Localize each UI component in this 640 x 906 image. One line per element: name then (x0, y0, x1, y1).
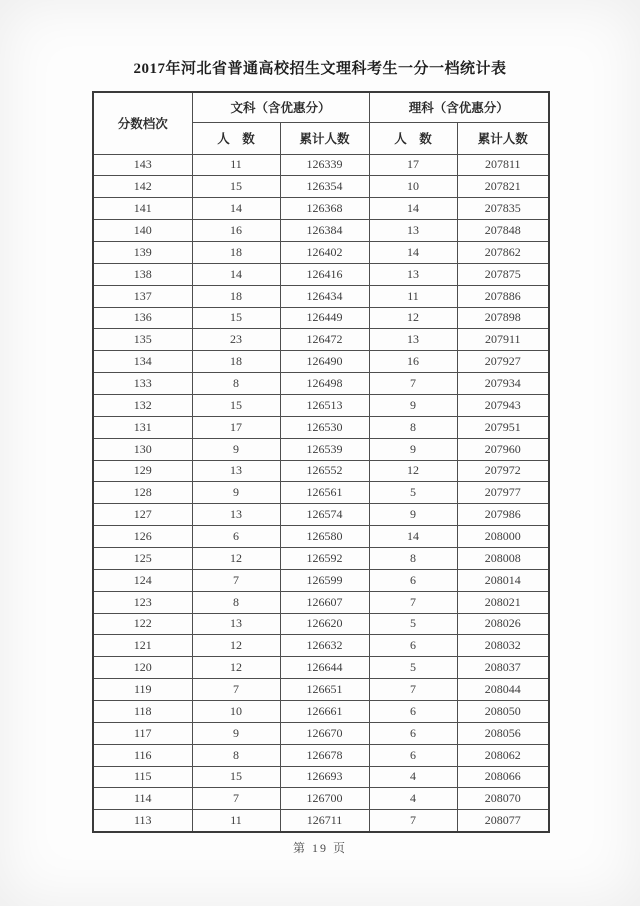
score-level-cell: 141 (93, 198, 192, 220)
science-count-cell: 14 (369, 241, 457, 263)
liberal-arts-cumulative-cell: 126368 (280, 198, 369, 220)
science-count-cell: 6 (369, 569, 457, 591)
science-cumulative-cell: 207943 (457, 394, 549, 416)
score-level-cell: 138 (93, 263, 192, 285)
liberal-arts-count-cell: 6 (192, 526, 280, 548)
liberal-arts-cumulative-cell: 126449 (280, 307, 369, 329)
liberal-arts-cumulative-cell: 126592 (280, 547, 369, 569)
liberal-arts-count-cell: 13 (192, 504, 280, 526)
science-count-cell: 13 (369, 263, 457, 285)
score-level-cell: 115 (93, 766, 192, 788)
science-count-cell: 4 (369, 766, 457, 788)
table-row (93, 766, 549, 788)
science-count-cell: 10 (369, 176, 457, 198)
liberal-arts-cumulative-cell: 126632 (280, 635, 369, 657)
liberal-arts-count-cell: 7 (192, 569, 280, 591)
science-cumulative-cell: 207821 (457, 176, 549, 198)
science-count-cell: 8 (369, 547, 457, 569)
science-cumulative-cell: 208026 (457, 613, 549, 635)
liberal-arts-cumulative-cell: 126472 (280, 329, 369, 351)
score-level-cell: 133 (93, 373, 192, 395)
score-level-cell: 117 (93, 722, 192, 744)
liberal-arts-count-cell: 12 (192, 657, 280, 679)
science-cumulative-cell: 207972 (457, 460, 549, 482)
science-count-cell: 6 (369, 635, 457, 657)
science-cumulative-cell: 208066 (457, 766, 549, 788)
science-cumulative-cell: 208014 (457, 569, 549, 591)
table-row (93, 504, 549, 526)
liberal-arts-cumulative-cell: 126693 (280, 766, 369, 788)
page-number: 第 19 页 (292, 841, 347, 855)
science-cumulative-cell: 207911 (457, 329, 549, 351)
score-level-cell: 122 (93, 613, 192, 635)
table-row (93, 810, 549, 832)
science-cumulative-cell: 207927 (457, 351, 549, 373)
liberal-arts-count-cell: 14 (192, 263, 280, 285)
score-level-cell: 140 (93, 220, 192, 242)
score-level-cell: 130 (93, 438, 192, 460)
score-level-cell: 118 (93, 700, 192, 722)
liberal-arts-count-cell: 11 (192, 154, 280, 176)
liberal-arts-cumulative-cell: 126339 (280, 154, 369, 176)
liberal-arts-count-cell: 9 (192, 722, 280, 744)
liberal-arts-cumulative-cell: 126700 (280, 788, 369, 810)
liberal-arts-cumulative-cell: 126513 (280, 394, 369, 416)
table-row (93, 351, 549, 373)
liberal-arts-cumulative-cell: 126644 (280, 657, 369, 679)
column-header-science-count: 人 数 (369, 122, 457, 154)
liberal-arts-count-cell: 18 (192, 351, 280, 373)
science-count-cell: 4 (369, 788, 457, 810)
table-body (93, 154, 549, 832)
science-count-cell: 6 (369, 700, 457, 722)
score-level-cell: 129 (93, 460, 192, 482)
table-row (93, 416, 549, 438)
score-level-cell: 131 (93, 416, 192, 438)
score-level-cell: 125 (93, 547, 192, 569)
page-title: 2017年河北省普通高校招生文理科考生一分一档统计表 (133, 61, 507, 77)
table-row (93, 263, 549, 285)
liberal-arts-count-cell: 15 (192, 176, 280, 198)
table-row (93, 700, 549, 722)
score-level-cell: 114 (93, 788, 192, 810)
liberal-arts-cumulative-cell: 126711 (280, 810, 369, 832)
science-count-cell: 7 (369, 373, 457, 395)
liberal-arts-cumulative-cell: 126561 (280, 482, 369, 504)
liberal-arts-count-cell: 23 (192, 329, 280, 351)
liberal-arts-count-cell: 8 (192, 373, 280, 395)
liberal-arts-cumulative-cell: 126651 (280, 679, 369, 701)
liberal-arts-cumulative-cell: 126678 (280, 744, 369, 766)
liberal-arts-cumulative-cell: 126490 (280, 351, 369, 373)
liberal-arts-cumulative-cell: 126384 (280, 220, 369, 242)
table-row (93, 613, 549, 635)
liberal-arts-cumulative-cell: 126599 (280, 569, 369, 591)
science-count-cell: 6 (369, 744, 457, 766)
liberal-arts-cumulative-cell: 126530 (280, 416, 369, 438)
column-header-score-level: 分数档次 (93, 92, 192, 154)
table-row (93, 657, 549, 679)
liberal-arts-cumulative-cell: 126552 (280, 460, 369, 482)
score-level-cell: 128 (93, 482, 192, 504)
score-level-cell: 121 (93, 635, 192, 657)
liberal-arts-cumulative-cell: 126580 (280, 526, 369, 548)
science-cumulative-cell: 208037 (457, 657, 549, 679)
science-cumulative-cell: 207898 (457, 307, 549, 329)
liberal-arts-count-cell: 15 (192, 307, 280, 329)
science-cumulative-cell: 207835 (457, 198, 549, 220)
science-count-cell: 16 (369, 351, 457, 373)
liberal-arts-count-cell: 8 (192, 744, 280, 766)
science-cumulative-cell: 208062 (457, 744, 549, 766)
science-cumulative-cell: 207811 (457, 154, 549, 176)
liberal-arts-count-cell: 12 (192, 635, 280, 657)
science-count-cell: 9 (369, 504, 457, 526)
science-cumulative-cell: 207886 (457, 285, 549, 307)
table-row (93, 373, 549, 395)
liberal-arts-cumulative-cell: 126416 (280, 263, 369, 285)
table-row (93, 591, 549, 613)
score-level-cell: 135 (93, 329, 192, 351)
score-level-cell: 137 (93, 285, 192, 307)
liberal-arts-cumulative-cell: 126434 (280, 285, 369, 307)
column-header-liberal-arts-count: 人 数 (192, 122, 280, 154)
table-row (93, 285, 549, 307)
table-row (93, 722, 549, 744)
table-row (93, 220, 549, 242)
science-count-cell: 14 (369, 198, 457, 220)
column-header-science-cumulative: 累计人数 (457, 122, 549, 154)
liberal-arts-cumulative-cell: 126402 (280, 241, 369, 263)
science-count-cell: 9 (369, 394, 457, 416)
table-row (93, 460, 549, 482)
science-count-cell: 11 (369, 285, 457, 307)
science-count-cell: 6 (369, 722, 457, 744)
science-cumulative-cell: 208077 (457, 810, 549, 832)
score-level-cell: 139 (93, 241, 192, 263)
table-row (93, 788, 549, 810)
liberal-arts-cumulative-cell: 126574 (280, 504, 369, 526)
score-level-cell: 127 (93, 504, 192, 526)
science-cumulative-cell: 208032 (457, 635, 549, 657)
liberal-arts-count-cell: 17 (192, 416, 280, 438)
table-row (93, 569, 549, 591)
table-row (93, 547, 549, 569)
science-cumulative-cell: 208021 (457, 591, 549, 613)
science-count-cell: 5 (369, 482, 457, 504)
science-cumulative-cell: 207986 (457, 504, 549, 526)
liberal-arts-count-cell: 14 (192, 198, 280, 220)
table-row (93, 176, 549, 198)
liberal-arts-count-cell: 7 (192, 788, 280, 810)
liberal-arts-count-cell: 13 (192, 460, 280, 482)
table-row (93, 679, 549, 701)
liberal-arts-count-cell: 9 (192, 438, 280, 460)
liberal-arts-count-cell: 7 (192, 679, 280, 701)
table-row (93, 154, 549, 176)
score-distribution-table (92, 91, 550, 833)
table-row (93, 394, 549, 416)
liberal-arts-count-cell: 13 (192, 613, 280, 635)
score-level-cell: 120 (93, 657, 192, 679)
science-count-cell: 7 (369, 679, 457, 701)
liberal-arts-count-cell: 11 (192, 810, 280, 832)
science-cumulative-cell: 208000 (457, 526, 549, 548)
table-header (93, 92, 549, 154)
table-row (93, 241, 549, 263)
liberal-arts-count-cell: 8 (192, 591, 280, 613)
science-count-cell: 13 (369, 220, 457, 242)
science-cumulative-cell: 207875 (457, 263, 549, 285)
column-group-liberal-arts: 文科（含优惠分） (192, 92, 369, 122)
table-row (93, 307, 549, 329)
score-level-cell: 113 (93, 810, 192, 832)
liberal-arts-cumulative-cell: 126498 (280, 373, 369, 395)
liberal-arts-count-cell: 18 (192, 241, 280, 263)
liberal-arts-count-cell: 15 (192, 394, 280, 416)
science-count-cell: 9 (369, 438, 457, 460)
science-cumulative-cell: 207960 (457, 438, 549, 460)
science-count-cell: 14 (369, 526, 457, 548)
table-row (93, 482, 549, 504)
science-cumulative-cell: 207934 (457, 373, 549, 395)
liberal-arts-count-cell: 15 (192, 766, 280, 788)
score-level-cell: 123 (93, 591, 192, 613)
science-cumulative-cell: 207862 (457, 241, 549, 263)
science-cumulative-cell: 207977 (457, 482, 549, 504)
table-row (93, 438, 549, 460)
science-cumulative-cell: 207951 (457, 416, 549, 438)
science-count-cell: 5 (369, 657, 457, 679)
score-level-cell: 116 (93, 744, 192, 766)
liberal-arts-count-cell: 16 (192, 220, 280, 242)
liberal-arts-cumulative-cell: 126539 (280, 438, 369, 460)
science-count-cell: 7 (369, 810, 457, 832)
liberal-arts-count-cell: 9 (192, 482, 280, 504)
column-header-liberal-arts-cumulative: 累计人数 (280, 122, 369, 154)
science-count-cell: 7 (369, 591, 457, 613)
science-cumulative-cell: 208044 (457, 679, 549, 701)
score-level-cell: 132 (93, 394, 192, 416)
score-level-cell: 134 (93, 351, 192, 373)
science-count-cell: 5 (369, 613, 457, 635)
score-level-cell: 143 (93, 154, 192, 176)
score-level-cell: 119 (93, 679, 192, 701)
science-count-cell: 12 (369, 307, 457, 329)
score-level-cell: 126 (93, 526, 192, 548)
liberal-arts-cumulative-cell: 126607 (280, 591, 369, 613)
liberal-arts-cumulative-cell: 126620 (280, 613, 369, 635)
liberal-arts-count-cell: 12 (192, 547, 280, 569)
score-level-cell: 136 (93, 307, 192, 329)
score-level-cell: 142 (93, 176, 192, 198)
science-count-cell: 13 (369, 329, 457, 351)
liberal-arts-cumulative-cell: 126354 (280, 176, 369, 198)
science-cumulative-cell: 208056 (457, 722, 549, 744)
column-group-science: 理科（含优惠分） (369, 92, 549, 122)
science-count-cell: 8 (369, 416, 457, 438)
table-row (93, 635, 549, 657)
table-row (93, 526, 549, 548)
science-cumulative-cell: 208050 (457, 700, 549, 722)
science-cumulative-cell: 208070 (457, 788, 549, 810)
science-count-cell: 17 (369, 154, 457, 176)
liberal-arts-cumulative-cell: 126670 (280, 722, 369, 744)
table-row (93, 744, 549, 766)
science-cumulative-cell: 208008 (457, 547, 549, 569)
liberal-arts-cumulative-cell: 126661 (280, 700, 369, 722)
science-cumulative-cell: 207848 (457, 220, 549, 242)
table-row (93, 329, 549, 351)
score-level-cell: 124 (93, 569, 192, 591)
liberal-arts-count-cell: 18 (192, 285, 280, 307)
liberal-arts-count-cell: 10 (192, 700, 280, 722)
science-count-cell: 12 (369, 460, 457, 482)
table-row (93, 198, 549, 220)
